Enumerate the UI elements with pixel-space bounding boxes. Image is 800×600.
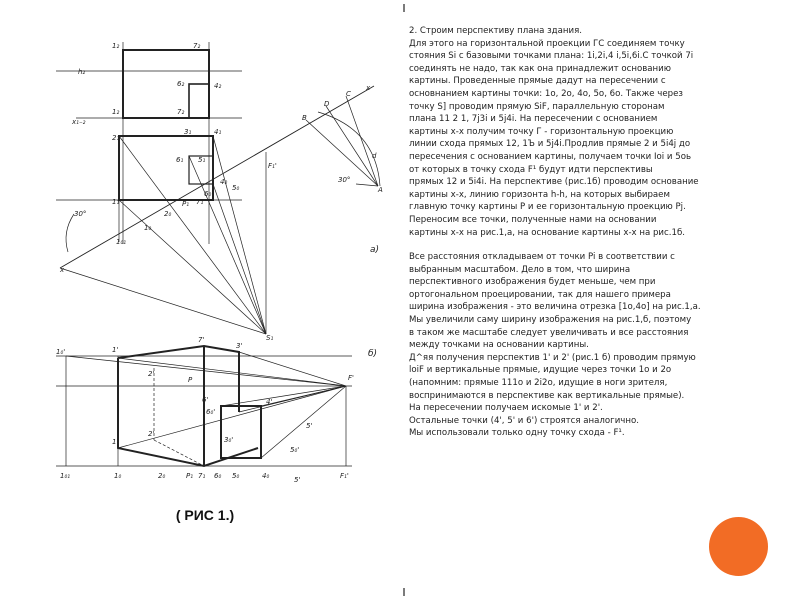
angle-label-2: 30° [338, 176, 351, 184]
figure-caption: ( РИС 1.) [175, 507, 235, 523]
label-6-1: 6₁ [176, 156, 184, 164]
label-2-0: 2₀ [164, 210, 172, 218]
label-B: B [302, 114, 307, 122]
label-P1-a: P₁ [182, 200, 190, 208]
paragraph-1: Для этого на горизонтальной проекции ГС соединяем точку стояния Si с базовыми точками плана: 1i,2i,4 i,5i,6i.С точкой 7i соединять не надо, так как она принадлежит основанию картины. Проведенные прямые дадут на пересечении с основнанием картины точки: 1о, 2о, 4о, 5о, 6о. Также через точку S] проводим прямую SiF, параллельную сторонам плана 11 2 1, 7j3i и 5j4i. На пересечении с основанием картины х-х получим точку Г - горизонтальную проекцию линии схода прямых 12, 1Ъ и 5j4i.Продлив прямые 2 и 5i4j до пересечения с основанием картины, получаем точки Ioi и 5оь от которых в точку схода F¹ будут идти перспективы прямых 12 и 5i4i. На перспективе (рис.1б) проводим основание картины х-х, линию горизонта h-h, на которых выбираем главную точку картины P и ее горизонтальную проекцию Pj. Переносим все точки, полученные нами на основании картины х-х на рис.1,а, на основание картины х-х на рис.1б. [409, 38, 699, 238]
label-d: d [372, 152, 377, 160]
f-ray-3 [239, 352, 346, 386]
label-b-F1: F₁' [340, 472, 349, 480]
ray-d [356, 184, 378, 186]
subfigure-label-b: б) [368, 349, 378, 359]
label-6-2: 6₂ [177, 80, 185, 88]
label-6-0: 6₀ [204, 190, 212, 198]
label-b-101: 1₀₁ [60, 472, 71, 480]
picture-plane-xx [60, 86, 374, 268]
label-b-1b: 1' [112, 438, 119, 446]
label-b-2o: 2₀ [158, 472, 166, 480]
label-b-5b: 5' [294, 476, 301, 484]
label-b-7: 7' [198, 336, 205, 344]
line-x-S1 [60, 268, 266, 334]
f-ray-10 [66, 356, 346, 386]
label-b-P1: P₁ [186, 472, 194, 480]
label-b-5o: 5₀ [232, 472, 240, 480]
ray-1 [119, 136, 266, 334]
label-C: C [346, 90, 351, 98]
label-7-1: 7₁ [196, 198, 204, 206]
persp-hidden-base [154, 440, 204, 466]
label-3-1: 3₁ [184, 128, 192, 136]
label-1-0: 1₀ [144, 224, 152, 232]
label-b-2: 2' [148, 370, 155, 378]
label-b-1o: 1₀ [114, 472, 122, 480]
explanation-text [409, 25, 759, 440]
label-A: A [378, 186, 383, 194]
label-b-7o: 7₁ [198, 472, 206, 480]
label-4-0: 4₀ [220, 178, 228, 186]
label-4-2: 4₂ [214, 82, 222, 90]
label-x2: x [60, 266, 65, 274]
label-b-P: P [188, 376, 193, 384]
figure-a-labels [59, 42, 383, 342]
figure-b [56, 346, 352, 466]
label-5-1: 5₁ [198, 156, 206, 164]
label-b-4o: 4₀ [262, 472, 270, 480]
bottom-divider [403, 588, 405, 596]
f-ray-5 [261, 386, 346, 458]
label-4-1: 4₁ [214, 128, 222, 136]
label-1-2b: 1₂ [112, 108, 120, 116]
label-F1: F₁' [268, 162, 277, 170]
label-b-50: 5₀' [290, 446, 300, 454]
label-b-2b: 2' [148, 430, 155, 438]
ray-D [326, 106, 378, 186]
top-divider [403, 4, 405, 12]
step-heading: 2. Строим перспективу плана здания. [409, 26, 582, 36]
f-ray-7 [261, 386, 346, 406]
label-2-1: 2₁ [112, 134, 120, 142]
elevation-annex [189, 84, 209, 118]
label-7-2: 7₂ [193, 42, 201, 50]
plan-main [119, 136, 213, 200]
ray-5 [213, 184, 266, 334]
label-h2: h₂ [78, 68, 86, 76]
ray-6 [189, 156, 266, 334]
ray-4 [213, 136, 266, 334]
label-b-6: 6' [202, 396, 209, 404]
ray-2 [119, 200, 266, 334]
label-b-4: 4' [266, 398, 273, 406]
label-b-10: 1₀' [56, 348, 66, 356]
label-1-0-1: 1₀₁ [116, 238, 127, 246]
label-b-5: 5' [306, 422, 313, 430]
label-5-0: 5₀ [232, 184, 240, 192]
angle-arc [66, 214, 74, 252]
label-x: x [366, 84, 371, 92]
label-7-2b: 7₂ [177, 108, 185, 116]
label-b-3: 3' [236, 342, 243, 350]
label-x12: x₁₋₂ [72, 118, 86, 126]
label-b-6o: 6₀ [214, 472, 222, 480]
persp-annex [221, 406, 261, 458]
angle-label: 30° [74, 210, 87, 218]
label-1-2: 1₂ [112, 42, 120, 50]
label-b-1: 1' [112, 346, 119, 354]
paragraph-gap [409, 239, 759, 251]
decorative-orange-circle [709, 517, 768, 576]
label-b-30: 3₀' [224, 436, 234, 444]
perspective-figure [56, 34, 390, 504]
paragraph-2: Все расстояния откладываем от точки Pi в соответствии с выбранным масштабом. Дело в том, что ширина перспективного изображения будет меньше, чем при ортогональном проецировании, так для нашего примера ширина изображения - это величина отрезка [1о,4о] на рис.1,а. Мы увеличили саму ширину изображения на рис.1,б, поэтому в таком же масштабе следует увеличивать и все расстояния между точками на основании картины. Д^яя получения перспектив 1' и 2' (рис.1 б) проводим прямую loiF и вертикальные прямые, идущие через точки 1o и 2o (напомним: прямые 111o и 2i2o, идущие в ноги зрителя, воспринимаются в перспективе как вертикальные прямые). На пересечении получаем искомые 1' и 2'. Остальные точки (4', 5' и 6') строятся аналогично. Мы использовали только одну точку схода - F¹. [409, 252, 701, 439]
label-b-60: 6₀' [206, 408, 216, 416]
label-1-1: 1₁ [112, 198, 120, 206]
label-D: D [324, 100, 330, 108]
label-S1: S₁ [266, 334, 274, 342]
subfigure-label-a: а) [370, 245, 380, 255]
construction-drawing [56, 34, 390, 504]
ray-C [346, 96, 378, 186]
label-b-F: F' [348, 374, 354, 382]
